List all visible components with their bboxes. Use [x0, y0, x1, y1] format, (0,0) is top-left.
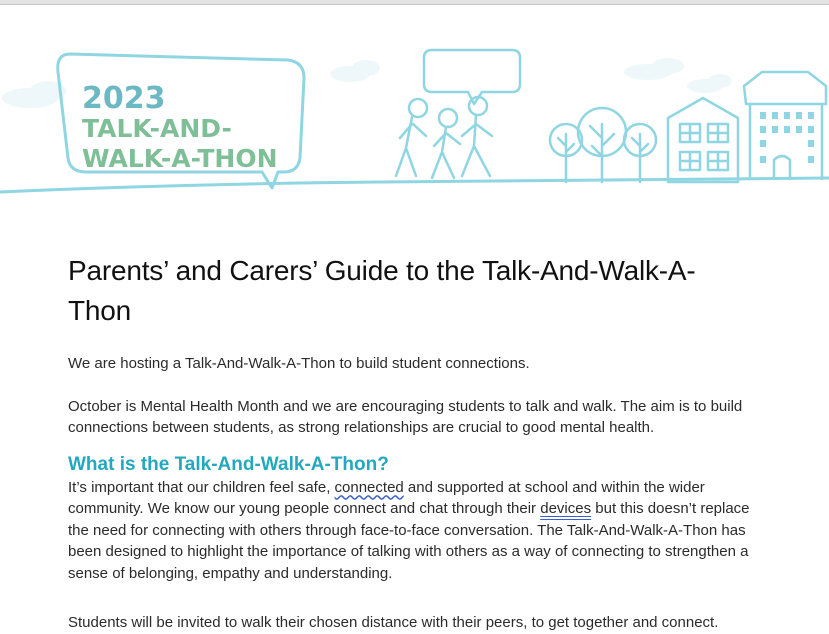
- body-text-part2: and supported at school and within the wider community. We know our young people connect and chat through their: [68, 478, 705, 517]
- intro-paragraph: We are hosting a Talk-And-Walk-A-Thon to build student connections.: [68, 355, 530, 372]
- ground-line: [0, 178, 829, 192]
- spellcheck-word-devices[interactable]: devices: [540, 500, 592, 517]
- top-border: [0, 0, 829, 5]
- banner-title-line2: WALK-A-THON: [82, 144, 278, 173]
- october-paragraph: October is Mental Health Month and we are encouraging students to talk and walk. The aim is to build connections between students, as strong relationships are crucial to good mental health.: [68, 397, 743, 436]
- body-paragraph: [68, 477, 758, 585]
- tree-icon: [550, 108, 656, 182]
- document-title: Parents’ and Carers’ Guide to the Talk-And-Walk-A-Thon: [68, 255, 696, 326]
- spellcheck-word-connected[interactable]: connected: [334, 478, 404, 496]
- banner-title-line1: TALK-AND-: [82, 114, 232, 143]
- section-heading: What is the Talk-And-Walk-A-Thon?: [68, 453, 389, 475]
- event-banner: [0, 20, 829, 210]
- cut-off-paragraph: [68, 610, 758, 631]
- building-windows: [760, 112, 814, 163]
- banner-year: 2023: [82, 81, 166, 116]
- document-body: [68, 251, 758, 584]
- chat-bubble-icon: [424, 50, 520, 104]
- walking-people-icon: [396, 97, 492, 178]
- body-text-part1: It’s important that our children feel safe,: [68, 478, 335, 496]
- body-text-part3: but this doesn’t replace the need for connecting with others through face-to-face conversation. The Talk-And-Walk-A-Thon has been designed to highlight the importance of talking with others as a way of connecting to strengthen a sense of belonging, empathy and understanding.: [68, 500, 750, 582]
- house-icon: [668, 98, 738, 182]
- cut-off-line: Students will be invited to walk their chosen distance with their peers, to get together and connect.: [68, 614, 719, 631]
